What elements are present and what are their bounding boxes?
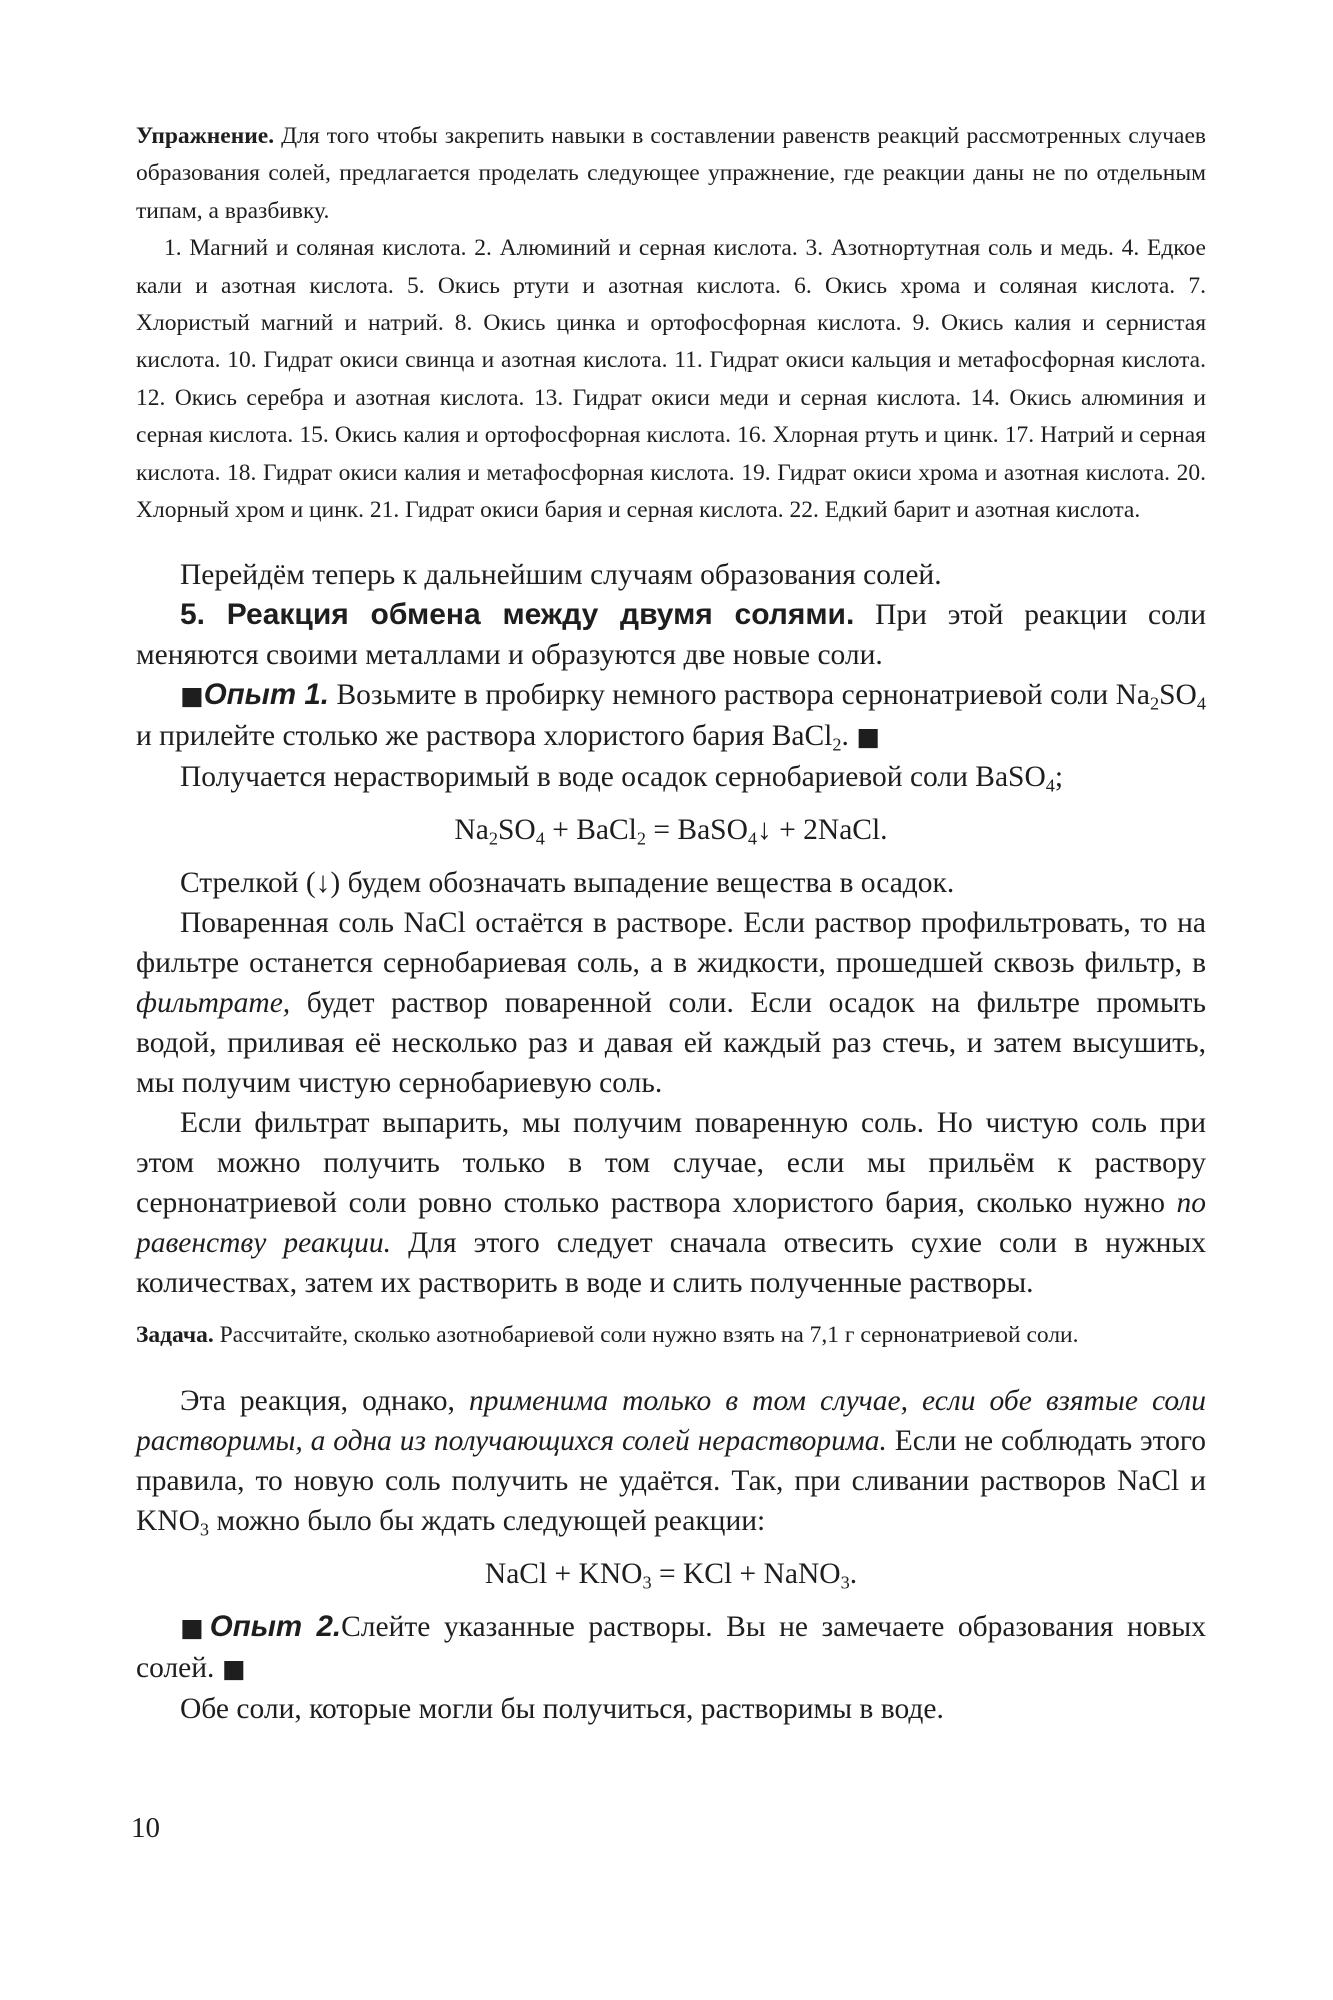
subscript: 3 (199, 1519, 210, 1540)
rule-text: можно было бы ждать следующей реакции: (209, 1504, 766, 1537)
filter-paragraph (136, 903, 1206, 1103)
page-number: 10 (131, 1812, 160, 1844)
equation-1 (136, 810, 1206, 850)
task-block (136, 1317, 1206, 1354)
experiment-1-paragraph (136, 675, 1206, 757)
main-text-2 (136, 1381, 1206, 1729)
main-text (136, 555, 1206, 1303)
equation-part: ↓ + 2NaCl. (757, 814, 888, 847)
section-heading: 5. Реакция обмена между двумя солями. (180, 598, 855, 632)
result-1-text: Получается нерастворимый в воде осадок сернобариевой соли BaSO (180, 761, 1046, 794)
subscript: 2 (636, 828, 646, 849)
final-paragraph: Обе соли, которые могли бы получиться, растворимы в воде. (180, 1692, 944, 1725)
evaporation-italic: по равенству реакции. (136, 1187, 1206, 1260)
task-paragraph (136, 1317, 1206, 1354)
result-1-text: ; (1054, 761, 1064, 794)
rule-italic: применима только в том случае, если обе взятые соли растворимы, а одна из получающихся солей нерастворима. (136, 1384, 1206, 1457)
transition-paragraph: Перейдём теперь к дальнейшим случаям образования солей. (180, 559, 942, 592)
subscript: 3 (642, 1572, 652, 1593)
subscript: 4 (747, 828, 758, 849)
subscript: 2 (488, 828, 498, 849)
square-end-icon: ■ (221, 1653, 246, 1683)
experiment-1-text: . (841, 720, 857, 753)
experiment-2-label: Опыт 2. (209, 1609, 342, 1643)
filter-text: будет раствор поваренной соли. Если осадок на фильтре промыть водой, приливая её несколько раз и давая ей каждый раз стечь, и затем высушить, мы получим чистую сернобариевую соль. (136, 987, 1206, 1100)
subscript: 4 (535, 828, 545, 849)
experiment-2-text: Слейте указанные растворы. Вы не замечаете образования новых солей. (136, 1610, 1206, 1684)
equation-part: = KCl + NaNO (651, 1557, 841, 1590)
equation-part: = BaSO (646, 814, 748, 847)
result-1-paragraph (136, 757, 1206, 797)
experiment-2-paragraph (136, 1607, 1206, 1689)
section-paragraph (136, 595, 1206, 675)
experiment-1-text: Возьмите в пробирку немного раствора сернонатриевой соли Na (329, 679, 1150, 712)
page-content (136, 118, 1206, 1729)
evaporation-text: Если фильтрат выпарить, мы получим поваренную соль. Но чистую соль при этом можно получить только в том случае, если мы прильём к раствору сернонатриевой соли ровно столько раствора хлористого бария, сколько нужно (136, 1107, 1206, 1220)
experiment-1-text: и прилейте столько же раствора хлористого бария BaCl (136, 720, 833, 753)
experiment-1-text: SO (1159, 679, 1197, 712)
equation-part: . (849, 1557, 858, 1590)
equation-part: + BaCl (544, 814, 637, 847)
task-label: Задача. (136, 1322, 214, 1349)
arrow-note-paragraph: Стрелкой (↓) будем обозначать выпадение вещества в осадок. (180, 867, 955, 900)
subscript: 4 (1196, 693, 1206, 714)
exercise-block (136, 118, 1206, 529)
subscript: 2 (832, 734, 842, 755)
filter-text: Поваренная соль NaCl остаётся в растворе. Если раствор профильтровать, то на фильтре останется сернобариевая соль, а в жидкости, прошедшей сквозь фильтр, в (136, 907, 1206, 980)
exercise-list: 1. Магний и соляная кислота. 2. Алюминий и серная кислота. 3. Азотнортутная соль и медь. 4. Едкое кали и азотная кислота. 5. Окись ртути и азотная кислота. 6. Окись хрома и соляная кислота. 7. Хлористый магний и натрий. 8. Окись цинка и ортофосфорная кислота. 9. Окись калия и сернистая кислота. 10. Гидрат окиси свинца и азотная кислота. 11. Гидрат окиси кальция и метафосфорная кислота. 12. Окись серебра и азотная кислота. 13. Гидрат окиси меди и серная кислота. 14. Окись алюминия и серная кислота. 15. Окись калия и ортофосфорная кислота. 16. Хлорная ртуть и цинк. 17. Натрий и серная кислота. 18. Гидрат окиси калия и метафосфорная кислота. 19. Гидрат окиси хрома и азотная кислота. 20. Хлорный хром и цинк. 21. Гидрат окиси бария и серная кислота. 22. Едкий барит и азотная кислота. (136, 235, 1206, 524)
equation-2 (136, 1554, 1206, 1594)
exercise-intro-text: Для того чтобы закрепить навыки в составлении равенств реакций рассмотренных случаев образования солей, предлагается проделать следующее упражнение, где реакции даны не по отдельным типам, а вразбивку. (136, 123, 1206, 224)
evaporation-paragraph (136, 1103, 1206, 1303)
task-text: Рассчитайте, сколько азотнобариевой соли нужно взять на 7,1 г сернонатриевой соли. (213, 1322, 1079, 1349)
square-end-icon: ■ (856, 722, 880, 752)
rule-text: Эта реакция, однако, (180, 1384, 469, 1417)
square-marker-icon: ■ (180, 681, 204, 711)
rule-paragraph (136, 1381, 1206, 1541)
rule-text: Если не соблюдать этого правила, то новую соль получить не удаётся. Так, при сливании растворов NaCl и KNO (136, 1424, 1206, 1537)
exercise-label: Упражнение. (136, 123, 275, 149)
exercise-intro (136, 118, 1206, 230)
subscript: 3 (840, 1572, 850, 1593)
filter-italic: фильтрате, (136, 987, 291, 1020)
evaporation-text: Для этого следует сначала отвесить сухие соли в нужных количествах, затем их растворить в воде и слить полученные растворы. (136, 1227, 1206, 1300)
square-marker-icon: ■ (180, 1612, 210, 1642)
subscript: 2 (1150, 693, 1160, 714)
equation-part: Na (454, 814, 489, 847)
subscript: 4 (1045, 775, 1055, 796)
experiment-1-label: Опыт 1. (203, 678, 330, 712)
equation-part: SO (497, 814, 536, 847)
section-text: При этой реакции соли меняются своими металлами и образуются две новые соли. (136, 599, 1206, 672)
equation-part: NaCl + KNO (484, 1557, 643, 1590)
